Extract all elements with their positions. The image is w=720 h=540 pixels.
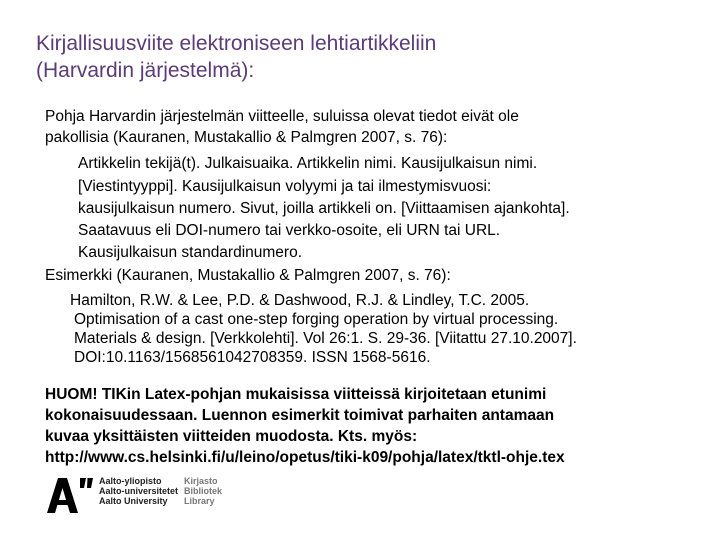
example-line: Optimisation of a cast one-step forging operation by virtual processing. <box>74 311 559 328</box>
note-line: kuvaa yksittäisten viitteiden muodosta. Kts. myös: <box>45 428 418 445</box>
example-line: Hamilton, R.W. & Lee, P.D. & Dashwood, R.J. & Lindley, T.C. 2005. <box>70 292 530 309</box>
note-block <box>45 384 565 468</box>
logo-library-name: Kirjasto <box>184 476 218 486</box>
note-line: HUOM! TIKin Latex-pohjan mukaisissa viitteissä kirjoitetaan etunimi <box>45 386 547 403</box>
aalto-library-logo <box>47 476 222 514</box>
logo-university-name: Aalto-yliopisto <box>99 476 162 486</box>
template-line: Artikkelin tekijä(t). Julkaisuaika. Artikkelin nimi. Kausijulkaisun nimi. <box>78 155 538 172</box>
example-line: Materials & design. [Verkkolehti]. Vol 26:1. S. 29-36. [Viitattu 27.10.2007]. <box>74 330 577 347</box>
note-url[interactable]: http://www.cs.helsinki.fi/u/leino/opetus/tiki-k09/pohja/latex/tktl-ohje.tex <box>45 449 565 466</box>
logo-university-name: Aalto-universitetet <box>99 486 179 496</box>
slide-title <box>36 30 436 84</box>
aalto-logo-icon <box>47 476 93 514</box>
template-line: [Viestintyyppi]. Kausijulkaisun volyymi ja tai ilmestymisvuosi: <box>78 178 492 195</box>
slide-title-line: Kirjallisuusviite elektroniseen lehtiartikkeliin <box>36 32 437 55</box>
logo-text <box>99 476 222 506</box>
template-line: Kausijulkaisun standardinumero. <box>78 244 303 261</box>
logo-library-name: Library <box>184 496 215 506</box>
logo-university-name: Aalto University <box>99 496 168 506</box>
slide-title-line: (Harvardin järjestelmä): <box>36 59 255 82</box>
example-heading: Esimerkki (Kauranen, Mustakallio & Palmgren 2007, s. 76): <box>45 267 451 284</box>
template-line: kausijulkaisun numero. Sivut, joilla artikkeli on. [Viittaamisen ajankohta]. <box>78 200 570 217</box>
example-line: DOI:10.1163/1568561042708359. ISSN 1568-5616. <box>74 349 431 366</box>
template-line: Saatavuus eli DOI-numero tai verkko-osoite, eli URN tai URL. <box>78 222 501 239</box>
intro-line: pakollisia (Kauranen, Mustakallio & Palmgren 2007, s. 76): <box>45 129 448 146</box>
logo-library-name: Bibliotek <box>184 486 223 496</box>
intro-line: Pohja Harvardin järjestelmän viitteelle, suluissa olevat tiedot eivät ole <box>45 108 519 125</box>
note-line: kokonaisuudessaan. Luennon esimerkit toimivat parhaiten antamaan <box>45 407 555 424</box>
